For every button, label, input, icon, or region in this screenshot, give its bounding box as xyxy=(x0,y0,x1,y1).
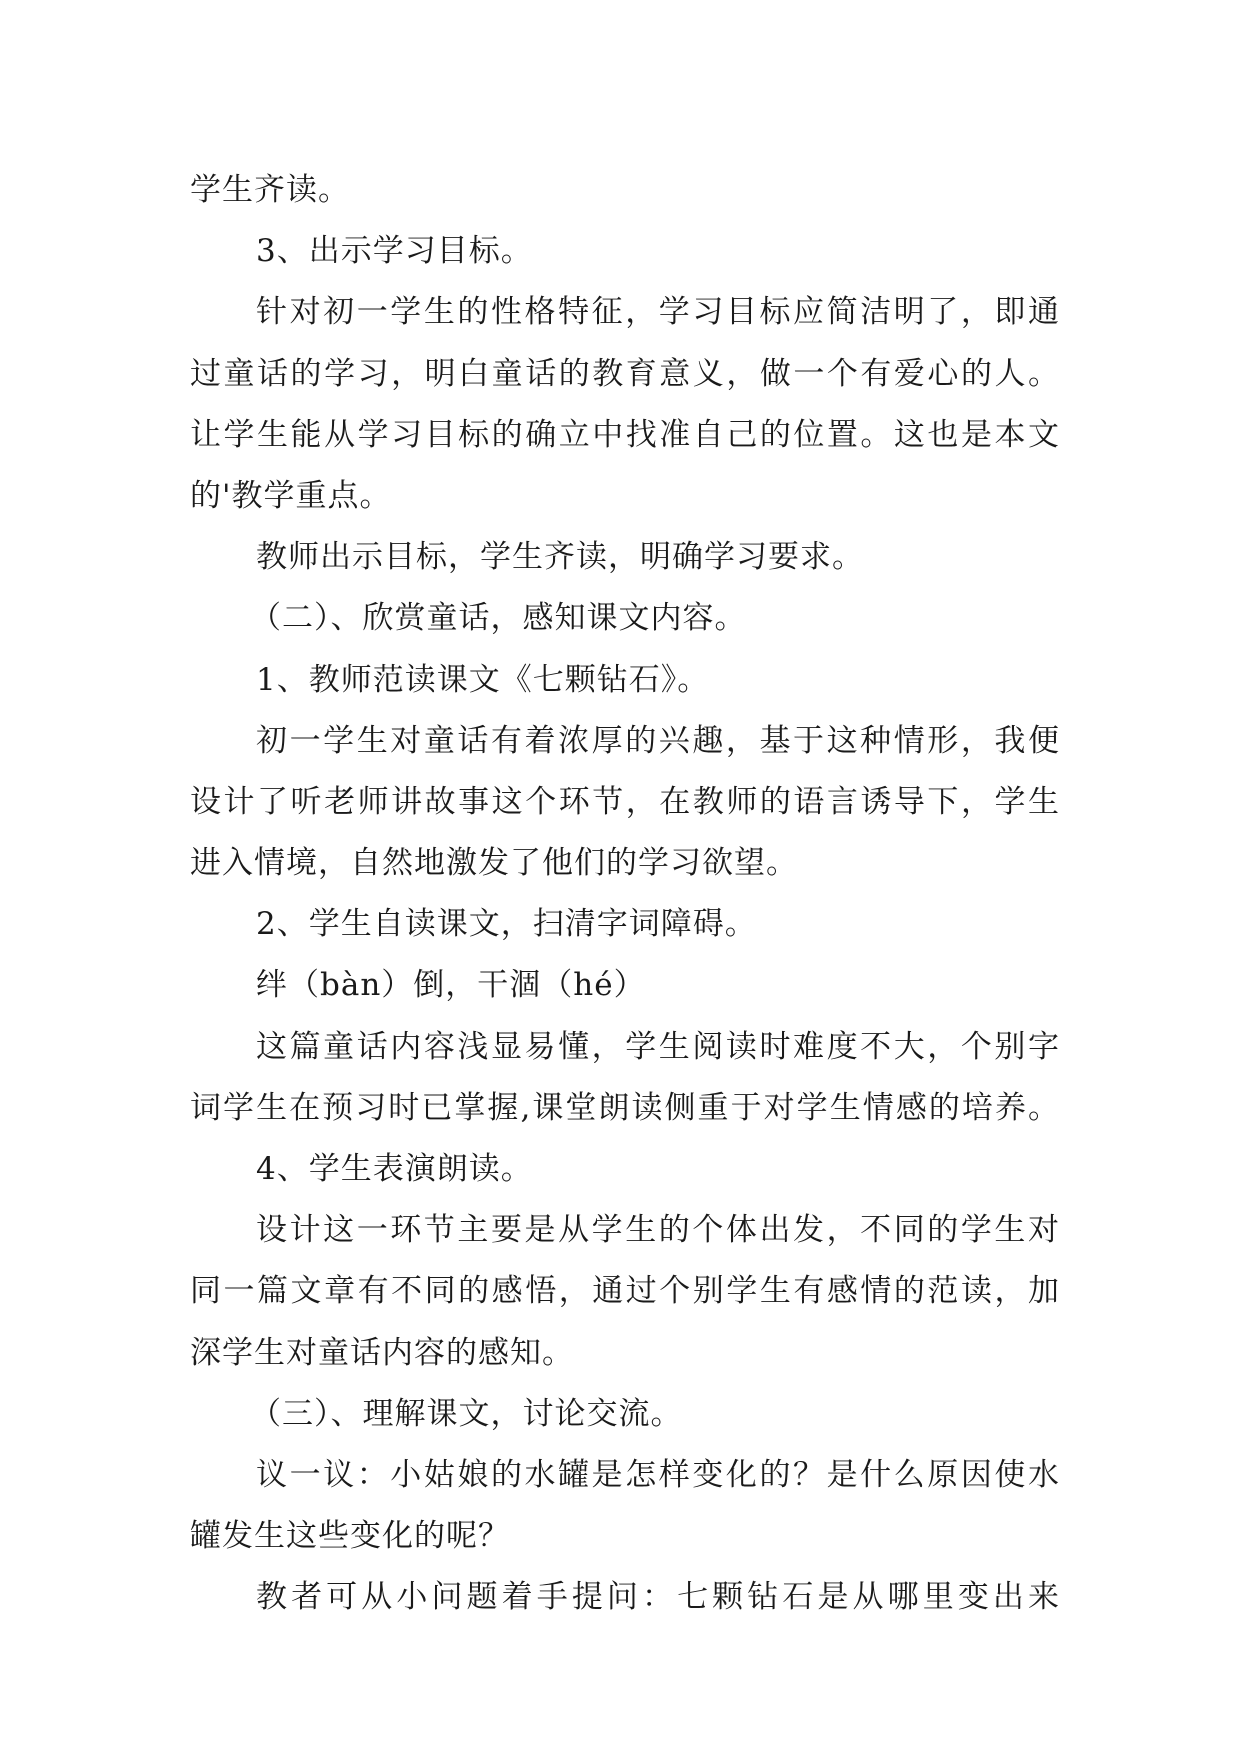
text-line: 让学生能从学习目标的确立中找准自己的位置。这也是本文 xyxy=(190,416,1060,453)
text-line: 深学生对童话内容的感知。 xyxy=(190,1334,574,1371)
text-line: 初一学生对童话有着浓厚的兴趣，基于这种情形，我便 xyxy=(256,722,1060,759)
text-line: 学生齐读。 xyxy=(190,172,350,208)
text-line: 4、学生表演朗读。 xyxy=(256,1151,533,1187)
text-line: 绊（bàn）倒，干涸（hé） xyxy=(256,967,646,1004)
text-line: 这篇童话内容浅显易懂，学生阅读时难度不大，个别字 xyxy=(256,1028,1060,1065)
text-line: 罐发生这些变化的呢？ xyxy=(190,1518,510,1555)
text-line: （二）、欣赏童话，感知课文内容。 xyxy=(250,600,747,637)
text-line: 设计了听老师讲故事这个环节，在教师的语言诱导下，学生 xyxy=(190,783,1060,820)
text-line: 3、出示学习目标。 xyxy=(256,233,533,270)
text-line: 词学生在预习时已掌握,课堂朗读侧重于对学生情感的培养。 xyxy=(190,1089,1060,1126)
text-line: 教者可从小问题着手提问：七颗钻石是从哪里变出来 xyxy=(256,1579,1060,1616)
text-line: 设计这一环节主要是从学生的个体出发，不同的学生对 xyxy=(256,1212,1060,1249)
text-line: 教师出示目标，学生齐读，明确学习要求。 xyxy=(256,539,864,576)
text-line: 同一篇文章有不同的感悟，通过个别学生有感情的范读，加 xyxy=(190,1273,1060,1310)
text-line: 议一议：小姑娘的水罐是怎样变化的？是什么原因使水 xyxy=(256,1456,1060,1493)
text-line: 过童话的学习，明白童话的教育意义，做一个有爱心的人。 xyxy=(190,355,1060,392)
text-line: 2、学生自读课文，扫清字词障碍。 xyxy=(256,906,757,943)
document-body xyxy=(190,160,1060,1629)
text-line: 针对初一学生的性格特征，学习目标应简洁明了，即通 xyxy=(256,294,1060,331)
text-line: （三）、理解课文，讨论交流。 xyxy=(250,1395,683,1432)
text-line: 1、教师范读课文《七颗钻石》。 xyxy=(256,661,710,698)
text-line: 进入情境，自然地激发了他们的学习欲望。 xyxy=(190,845,798,882)
text-line: 的'教学重点。 xyxy=(190,477,392,514)
